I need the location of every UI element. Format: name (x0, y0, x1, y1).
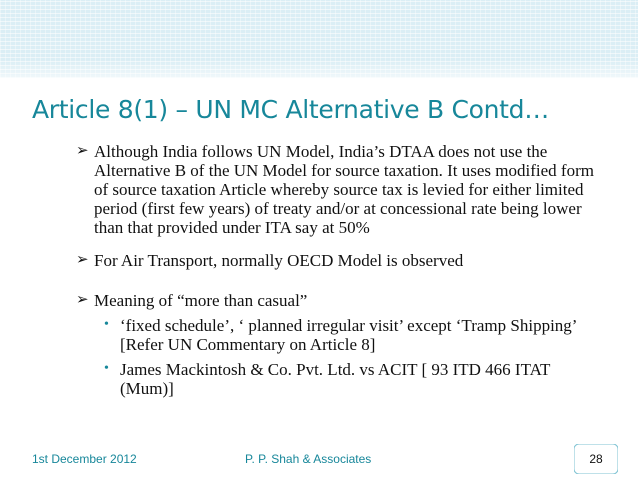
page-number-box (574, 444, 618, 474)
sub-bullet-item-2 (76, 360, 606, 398)
slide-content (76, 142, 606, 398)
bullet-item-3 (76, 291, 606, 310)
dot-bullet-icon: • (104, 317, 109, 332)
footer-date: 1st December 2012 (32, 452, 137, 466)
arrow-bullet-icon: ➢ (76, 292, 89, 308)
sub-bullet-item-1 (76, 316, 606, 354)
sub-bullet-text: James Mackintosh & Co. Pvt. Ltd. vs ACIT [ 93 ITD 466 ITAT (Mum)] (120, 360, 551, 398)
dot-bullet-icon: • (104, 361, 109, 376)
bullet-text: Meaning of “more than casual” (94, 291, 308, 310)
sub-bullet-text: ‘fixed schedule’, ‘ planned irregular visit’ except ‘Tramp Shipping’ [Refer UN Commentary on Article 8] (120, 316, 577, 354)
header-fade (0, 60, 638, 90)
bullet-item-2 (76, 251, 606, 270)
bullet-item-1 (76, 142, 606, 237)
arrow-bullet-icon: ➢ (76, 143, 89, 159)
slide-title: Article 8(1) – UN MC Alternative B Contd… (32, 95, 549, 124)
bullet-text: For Air Transport, normally OECD Model is observed (94, 251, 464, 270)
arrow-bullet-icon: ➢ (76, 252, 89, 268)
page-number: 28 (589, 452, 603, 466)
bullet-text: Although India follows UN Model, India’s DTAA does not use the Alternative B of the UN Model for source taxation. It uses modified form of source taxation Article whereby source tax is levied for either limited period (first few years) of treaty and/or at concessional rate being lower than that provided under ITA say at 50% (94, 142, 594, 237)
footer-author: P. P. Shah & Associates (245, 452, 372, 466)
